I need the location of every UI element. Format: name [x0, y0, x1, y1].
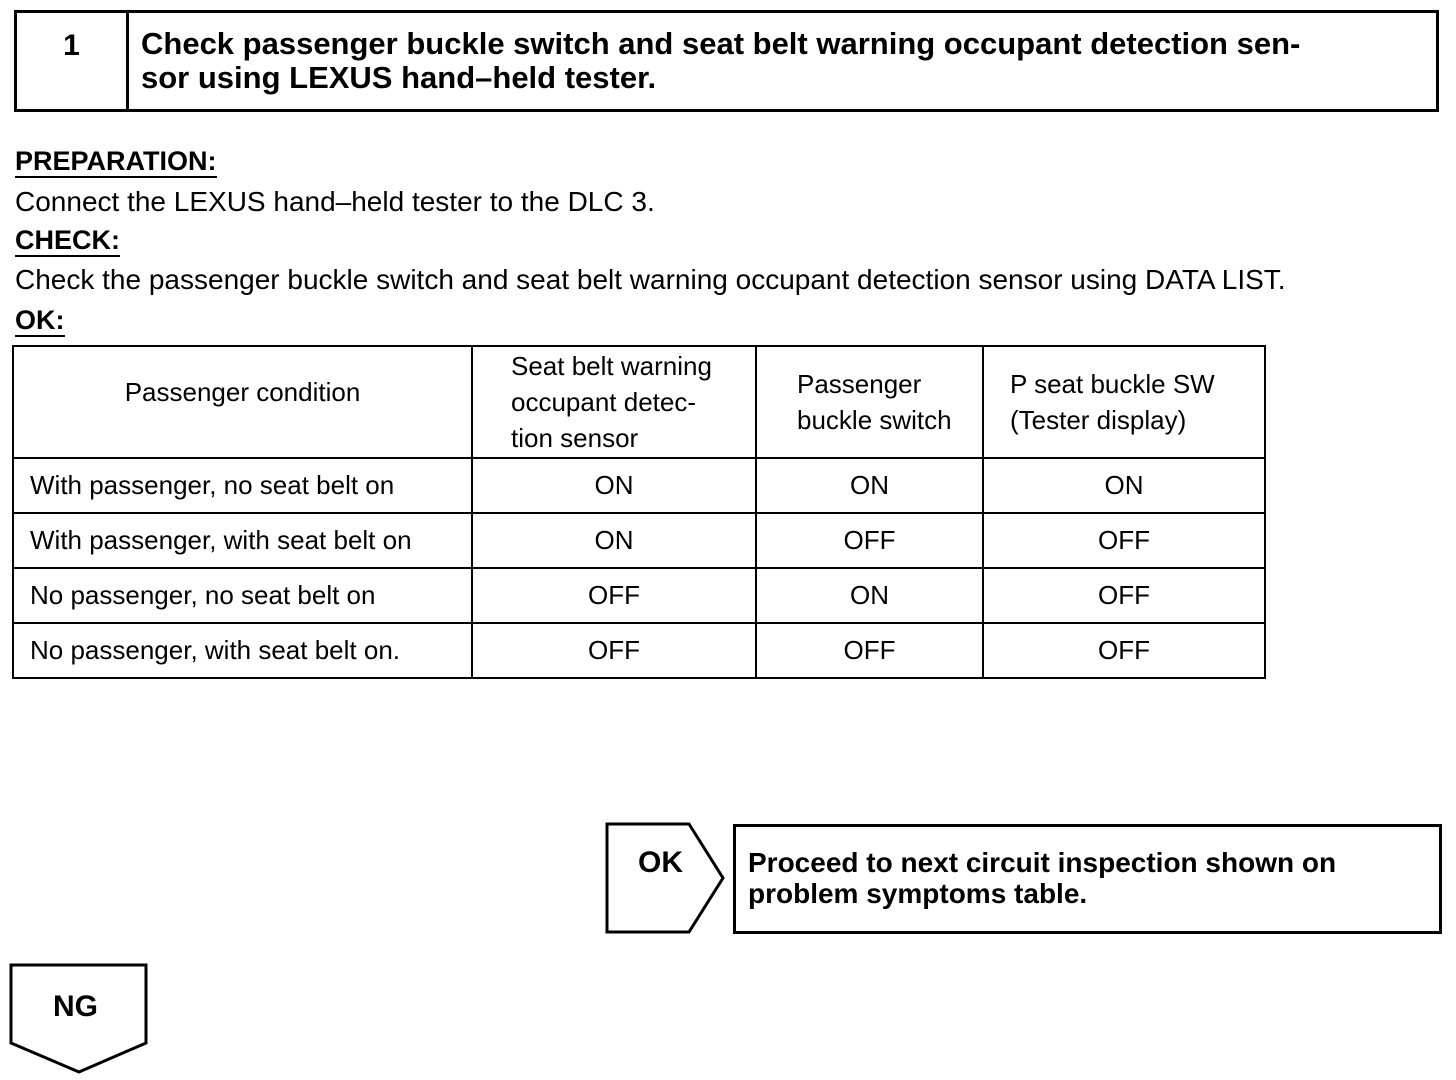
cell-condition: No passenger, with seat belt on. — [13, 623, 472, 678]
cell-tester: OFF — [983, 568, 1265, 623]
header-buckle-switch — [756, 346, 983, 458]
check-heading: CHECK: — [15, 225, 120, 255]
cell-condition: No passenger, no seat belt on — [13, 568, 472, 623]
ng-flow-label: NG — [53, 990, 98, 1023]
header-occupant-sensor — [472, 346, 756, 458]
preparation-text: Connect the LEXUS hand–held tester to the DLC 3. — [15, 186, 655, 217]
ok-result-box — [733, 824, 1442, 934]
cell-sensor: OFF — [472, 568, 756, 623]
header-text-line: buckle switch — [797, 405, 952, 435]
table-row — [13, 568, 1265, 623]
cell-buckle: ON — [756, 458, 983, 513]
header-text-line: P seat buckle SW — [1010, 369, 1215, 399]
cell-tester: OFF — [983, 623, 1265, 678]
check-text: Check the passenger buckle switch and seat belt warning occupant detection sensor using DATA LIST. — [15, 264, 1286, 295]
cell-buckle: OFF — [756, 623, 983, 678]
cell-tester: ON — [983, 458, 1265, 513]
header-text-line: tion sensor — [511, 423, 639, 453]
preparation-heading: PREPARATION: — [15, 146, 217, 176]
header-text-line: (Tester display) — [1010, 405, 1187, 435]
ok-result-line-1: Proceed to next circuit inspection shown on — [748, 847, 1337, 878]
header-text-line: Passenger — [797, 369, 922, 399]
header-text-line: occupant detec- — [511, 387, 697, 417]
cell-sensor: OFF — [472, 623, 756, 678]
cell-buckle: OFF — [756, 513, 983, 568]
cell-sensor: ON — [472, 513, 756, 568]
step-number: 1 — [17, 13, 129, 109]
cell-tester: OFF — [983, 513, 1265, 568]
table-row — [13, 513, 1265, 568]
ok-result-line-2: problem symptoms table. — [748, 878, 1088, 909]
step-title-line-1: Check passenger buckle switch and seat belt warning occupant detection sen- — [141, 26, 1301, 61]
ok-flow-label: OK — [638, 846, 683, 879]
table-row — [13, 623, 1265, 678]
table-header-row — [13, 346, 1265, 458]
cell-condition: With passenger, with seat belt on — [13, 513, 472, 568]
step-header — [14, 10, 1439, 112]
header-text: Passenger condition — [124, 376, 361, 407]
header-passenger-condition — [13, 346, 472, 458]
ok-condition-table — [12, 345, 1266, 679]
step-title — [129, 13, 1436, 109]
step-title-line-2: sor using LEXUS hand–held tester. — [141, 60, 657, 95]
header-tester-display — [983, 346, 1265, 458]
table-row — [13, 458, 1265, 513]
cell-buckle: ON — [756, 568, 983, 623]
header-text-line: Seat belt warning — [511, 351, 712, 381]
ok-heading: OK: — [15, 305, 65, 335]
cell-condition: With passenger, no seat belt on — [13, 458, 472, 513]
cell-sensor: ON — [472, 458, 756, 513]
